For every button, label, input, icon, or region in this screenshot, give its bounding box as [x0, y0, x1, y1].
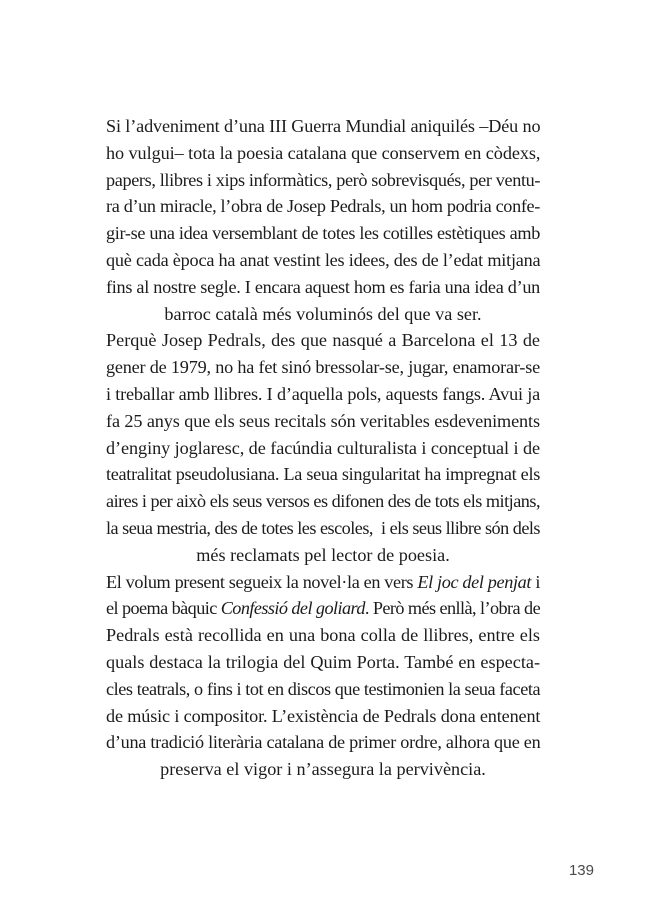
text-segment: de músic i compositor. L’existència de Pedrals dona entenent [106, 705, 541, 726]
text-line [106, 729, 540, 756]
text-line [106, 247, 540, 274]
text-line [106, 515, 540, 542]
text-segment: i [531, 571, 541, 592]
body-text [106, 113, 540, 783]
text-segment: què cada època ha anat vestint les idees, des de l’edat mitjana [106, 249, 541, 270]
paragraph [106, 569, 540, 783]
text-line [106, 220, 540, 247]
text-segment: teatralitat pseudolusiana. La seua singularitat ha impregnat els [106, 464, 540, 485]
text-line [106, 381, 540, 408]
text-line [106, 622, 540, 649]
text-line [106, 167, 540, 194]
text-line [106, 274, 540, 301]
text-segment: Perquè Josep Pedrals, des que nasqué a Barcelona el 13 de [106, 330, 540, 351]
text-line [106, 140, 540, 167]
text-segment: d’enginy joglaresc, de facúndia culturalista i conceptual i de [106, 437, 540, 458]
text-segment: fa 25 anys que els seus recitals són veritables esdeveniments [106, 410, 540, 431]
text-line [106, 435, 540, 462]
paragraph [106, 327, 540, 568]
text-line [106, 649, 540, 676]
text-segment: Si l’adveniment d’una III Guerra Mundial aniquilés –Déu no [106, 116, 541, 136]
text-segment: cles teatrals, o fins i tot en discos que testimonien la seua faceta [106, 678, 541, 699]
text-segment: fins al nostre segle. I encara aquest hom es faria una idea d’un [106, 276, 540, 297]
text-segment: Pedrals està recollida en una bona colla de llibres, entre els [106, 625, 540, 646]
text-segment: preserva el vigor i n’assegura la pervivència. [160, 759, 486, 780]
text-segment: El volum present segueix la novel·la en vers [106, 571, 418, 592]
text-line [106, 113, 540, 140]
text-line [106, 193, 540, 220]
text-segment: aires i per això els seus versos es difonen des de tots els mitjans, [106, 491, 540, 512]
text-line [106, 756, 540, 783]
book-title-italic: El joc del penjat [417, 571, 532, 592]
text-segment: gir-se una idea versemblant de totes les cotilles estètiques amb [106, 223, 540, 244]
text-segment: quals destaca la trilogia del Quim Porta. També en especta- [106, 651, 540, 672]
text-segment: d’una tradició literària catalana de primer ordre, alhora que en [106, 732, 541, 753]
paragraph [106, 113, 540, 327]
text-line [106, 542, 540, 569]
text-segment: ra d’un miracle, l’obra de Josep Pedrals, un hom podria confe- [106, 196, 540, 217]
text-segment: més reclamats pel lector de poesia. [196, 544, 450, 565]
text-segment: ho vulgui– tota la poesia catalana que conservem en còdexs, [106, 142, 541, 163]
text-line [106, 488, 540, 515]
text-segment: gener de 1979, no ha fet sinó bressolar-se, jugar, enamorar-se [106, 357, 540, 378]
text-line [106, 569, 540, 596]
text-line [106, 461, 540, 488]
text-segment: . Però més enllà, l’obra de [364, 598, 541, 619]
text-line [106, 354, 540, 381]
text-line [106, 327, 540, 354]
text-segment: barroc català més voluminós del que va ser. [164, 303, 482, 324]
text-line [106, 703, 540, 730]
book-title-italic: Confessió del goliard [220, 598, 365, 619]
text-segment: papers, llibres i xips informàtics, però sobrevisqués, per ventu- [106, 169, 541, 190]
text-line [106, 595, 540, 622]
text-line [106, 301, 540, 328]
text-segment: el poema bàquic [106, 598, 221, 619]
page-number: 139 [568, 862, 594, 879]
text-line [106, 676, 540, 703]
text-segment: la seua mestria, des de totes les escoles, i els seus llibre són dels [106, 517, 540, 538]
text-line [106, 408, 540, 435]
text-segment: i treballar amb llibres. I d’aquella pols, aquests fangs. Avui ja [106, 383, 540, 404]
